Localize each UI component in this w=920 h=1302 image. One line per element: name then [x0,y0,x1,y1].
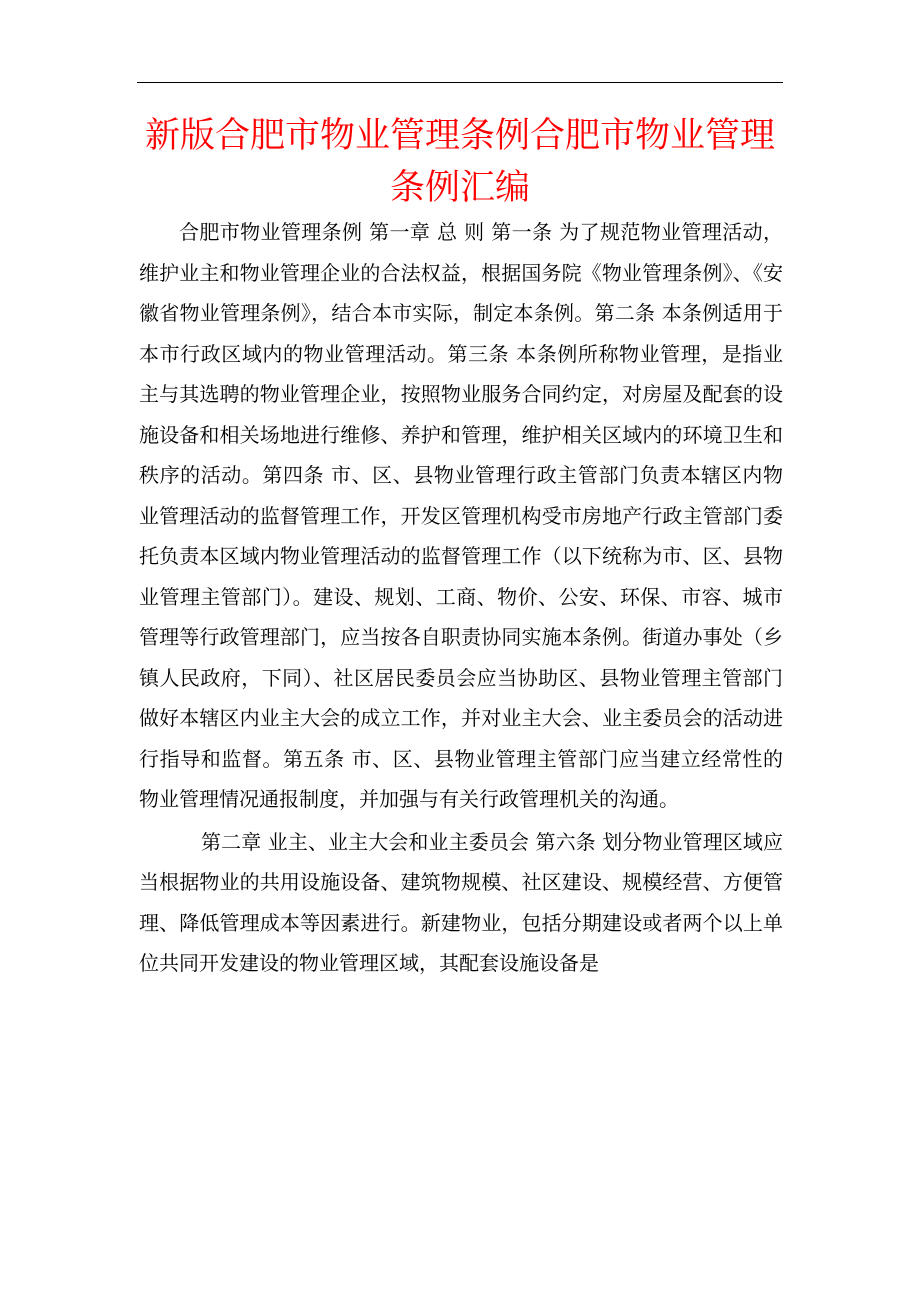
paragraph-chapter-2: 第二章 业主、业主大会和业主委员会 第六条 划分物业管理区域应当根据物业的共用设施设备、建筑物规模、社区建设、规模经营、方便管理、降低管理成本等因素进行。新建物业，包括分期建设或者两个以上单位共同开发建设的物业管理区域，其配套设施设备是 [139,829,783,975]
document-title: 新版合肥市物业管理条例合肥市物业管理条例汇编 [144,116,775,208]
document-body [139,212,783,984]
header-rule [137,82,783,83]
paragraph-chapter-1: 合肥市物业管理条例 第一章 总 则 第一条 为了规范物业管理活动，维护业主和物业管理企业的合法权益，根据国务院《物业管理条例》、《安徽省物业管理条例》，结合本市实际，制定本条例。第二条 本条例适用于本市行政区域内的物业管理活动。第三条 本条例所称物业管理，是指业主与其选聘的物业管理企业，按照物业服务合同约定，对房屋及配套的设施设备和相关场地进行维修、养护和管理，维护相关区域内的环境卫生和秩序的活动。第四条 市、区、县物业管理行政主管部门负责本辖区内物业管理活动的监督管理工作，开发区管理机构受市房地产行政主管部门委托负责本区域内物业管理活动的监督管理工作（以下统称为市、区、县物业管理主管部门）。建设、规划、工商、物价、公安、环保、市容、城市管理等行政管理部门，应当按各自职责协同实施本条例。街道办事处（乡镇人民政府，下同）、社区居民委员会应当协助区、县物业管理主管部门做好本辖区内业主大会的成立工作，并对业主大会、业主委员会的活动进行指导和监督。第五条 市、区、县物业管理主管部门应当建立经常性的物业管理情况通报制度，并加强与有关行政管理机关的沟通。 [139,220,783,811]
